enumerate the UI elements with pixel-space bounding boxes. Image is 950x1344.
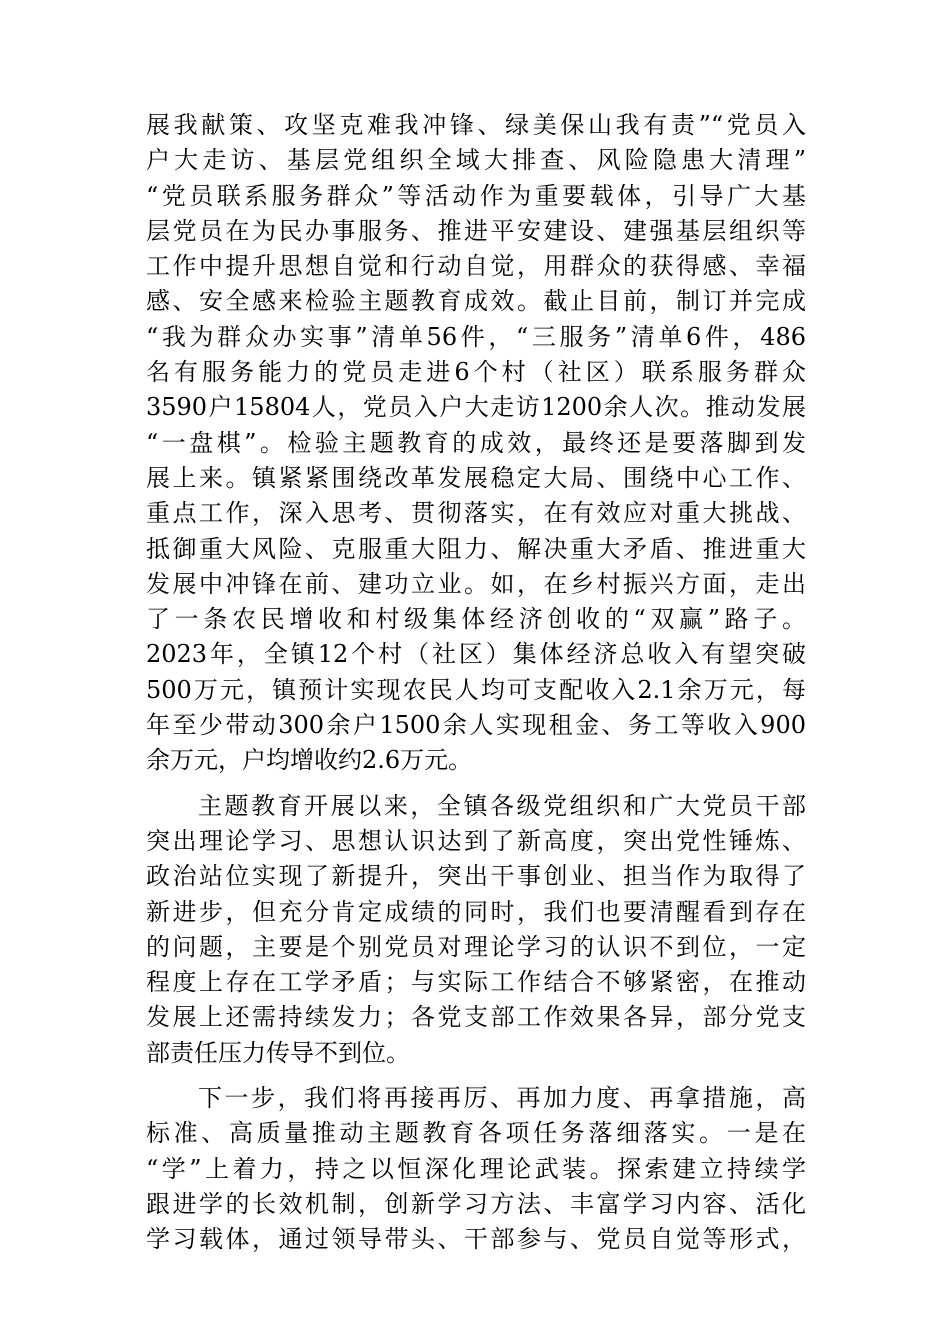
text-line: 2023年，全镇12个村（社区）集体经济总收入有望突破 <box>146 640 806 669</box>
text-line: 500万元，镇预计实现农民人均可支配收入2.1余万元，每 <box>146 675 806 704</box>
text-line: 户大走访、基层党组织全域大排查、风险隐患大清理” <box>146 146 806 175</box>
text-line: 学习载体，通过领导带头、干部参与、党员自觉等形式， <box>146 1225 806 1254</box>
text-line: 展上来。镇紧紧围绕改革发展稳定大局、围绕中心工作、 <box>146 463 806 492</box>
text-line: 展我献策、攻坚克难我冲锋、绿美保山我有责”“党员入 <box>146 111 806 139</box>
text-line: 工作中提升思想自觉和行动自觉，用群众的获得感、幸福 <box>146 252 806 281</box>
text-line: 跟进学的长效机制，创新学习方法、丰富学习内容、活化 <box>146 1189 806 1218</box>
paragraph-3 <box>146 1081 806 1257</box>
text-line: 年至少带动300余户1500余人实现租金、务工等收入900 <box>146 711 806 740</box>
text-line: 发展上还需持续发力；各党支部工作效果各异，部分党支 <box>146 1003 806 1032</box>
text-line: 发展中冲锋在前、建功立业。如，在乡村振兴方面，走出 <box>146 569 806 598</box>
text-line: 重点工作，深入思考、贯彻落实，在有效应对重大挑战、 <box>146 499 806 528</box>
text-line: 部责任压力传导不到位。 <box>146 1038 410 1067</box>
text-line: “一盘棋”。检验主题教育的成效，最终还是要落脚到发 <box>146 428 806 457</box>
text-line: 抵御重大风险、克服重大阻力、解决重大矛盾、推进重大 <box>146 534 806 563</box>
text-line: “我为群众办实事”清单56件，“三服务”清单6件，486 <box>146 322 806 351</box>
text-line: 名有服务能力的党员走进6个村（社区）联系服务群众 <box>146 358 806 387</box>
text-line: 层党员在为民办事服务、推进平安建设、建强基层组织等 <box>146 216 806 245</box>
text-line: “党员联系服务群众”等活动作为重要载体，引导广大基 <box>146 181 806 210</box>
text-line: 下一步，我们将再接再厉、再加力度、再拿措施，高 <box>198 1084 806 1113</box>
paragraph-1 <box>146 108 806 779</box>
text-line: 程度上存在工学矛盾；与实际工作结合不够紧密，在推动 <box>146 968 806 997</box>
text-line: 感、安全感来检验主题教育成效。截止目前，制订并完成 <box>146 287 806 316</box>
paragraph-2 <box>146 789 806 1071</box>
text-line: 突出理论学习、思想认识达到了新高度，突出党性锤炼、 <box>146 826 806 855</box>
text-line: 政治站位实现了新提升，突出干事创业、担当作为取得了 <box>146 862 806 891</box>
document-body <box>146 108 806 1258</box>
text-line: 标准、高质量推动主题教育各项任务落细落实。一是在 <box>146 1119 806 1148</box>
text-line: 新进步，但充分肯定成绩的同时，我们也要清醒看到存在 <box>146 897 806 926</box>
text-line: 3590户15804人，党员入户大走访1200余人次。推动发展 <box>146 393 806 422</box>
text-line: 的问题，主要是个别党员对理论学习的认识不到位，一定 <box>146 932 806 961</box>
text-line: 余万元，户均增收约2.6万元。 <box>146 746 473 775</box>
text-line: 了一条农民增收和村级集体经济创收的“双赢”路子。 <box>146 605 806 634</box>
text-line: “学”上着力，持之以恒深化理论武装。探索建立持续学 <box>146 1154 806 1183</box>
text-line: 主题教育开展以来，全镇各级党组织和广大党员干部 <box>198 791 806 820</box>
